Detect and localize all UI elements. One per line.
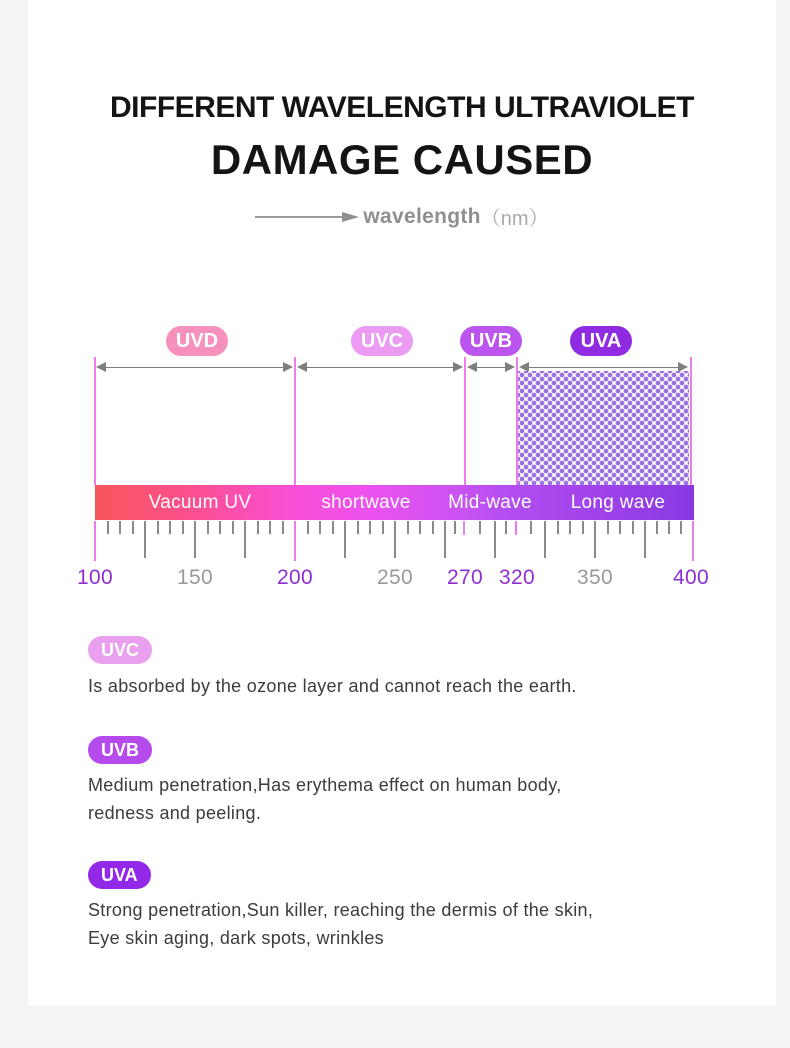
ruler-tick bbox=[169, 521, 171, 534]
ruler-tick bbox=[454, 521, 456, 534]
ruler-tick bbox=[463, 521, 465, 535]
ruler-tick bbox=[332, 521, 334, 534]
ruler-tick bbox=[644, 521, 646, 558]
ruler-tick bbox=[157, 521, 159, 534]
band-pill-uvc: UVC bbox=[351, 326, 413, 356]
axis-label: wavelength bbox=[363, 204, 481, 228]
ruler-tick bbox=[194, 521, 196, 558]
wavelength-axis-caption bbox=[28, 202, 776, 231]
ruler-tick bbox=[692, 521, 694, 561]
scale-number-350: 350 bbox=[577, 566, 613, 589]
ruler-tick bbox=[632, 521, 634, 534]
ruler-tick bbox=[257, 521, 259, 534]
segment-label-shortwave: shortwave bbox=[321, 491, 411, 513]
band-pill-uva: UVA bbox=[570, 326, 632, 356]
ruler-tick bbox=[207, 521, 209, 534]
ruler-tick bbox=[680, 521, 682, 534]
ruler-tick bbox=[94, 521, 96, 561]
boundary-line-200nm bbox=[294, 357, 296, 485]
ruler-tick bbox=[419, 521, 421, 534]
ruler-tick bbox=[119, 521, 121, 534]
scale-number-150: 150 bbox=[177, 566, 213, 589]
boundary-line-400nm bbox=[690, 357, 692, 485]
uvc-description-line-1: Is absorbed by the ozone layer and cannot reach the earth. bbox=[88, 676, 577, 696]
range-arrow-uvb bbox=[467, 360, 515, 374]
uvb-description bbox=[88, 771, 562, 827]
range-arrow-uvc bbox=[297, 360, 463, 374]
page-title: DIFFERENT WAVELENGTH ULTRAVIOLET bbox=[110, 91, 694, 124]
ruler-tick bbox=[530, 521, 532, 534]
ruler-tick bbox=[432, 521, 434, 534]
segment-label-long-wave: Long wave bbox=[570, 491, 666, 513]
band-pill-uvd: UVD bbox=[166, 326, 228, 356]
band-pill-uvb: UVB bbox=[460, 326, 522, 356]
scale-number-400: 400 bbox=[673, 566, 709, 589]
ruler-tick bbox=[307, 521, 309, 534]
segment-label-mid-wave: Mid-wave bbox=[448, 491, 532, 513]
uvb-description-line-1: Medium penetration,Has erythema effect on human body, bbox=[88, 775, 562, 795]
uvb-description-line-2: redness and peeling. bbox=[88, 803, 262, 823]
ruler-tick bbox=[394, 521, 396, 558]
right-arrow-icon bbox=[255, 216, 343, 218]
ruler-tick bbox=[144, 521, 146, 558]
scale-number-270: 270 bbox=[447, 566, 483, 589]
range-arrow-uvd bbox=[96, 360, 293, 374]
uvc-description bbox=[88, 672, 577, 700]
ruler-tick bbox=[219, 521, 221, 534]
ruler-tick bbox=[619, 521, 621, 534]
uvc-badge: UVC bbox=[88, 636, 152, 664]
boundary-line-270nm bbox=[464, 357, 466, 485]
ruler-tick bbox=[369, 521, 371, 534]
ruler-tick bbox=[494, 521, 496, 558]
scale-number-200: 200 bbox=[277, 566, 313, 589]
ruler-tick bbox=[444, 521, 446, 558]
segment-label-vacuum-uv: Vacuum UV bbox=[148, 491, 252, 513]
ruler-tick bbox=[107, 521, 109, 534]
ruler-tick bbox=[269, 521, 271, 534]
ruler-tick bbox=[594, 521, 596, 558]
scale-number-250: 250 bbox=[377, 566, 413, 589]
page-subtitle: DAMAGE CAUSED bbox=[210, 136, 594, 183]
ruler-tick bbox=[357, 521, 359, 534]
uva-description-line-2: Eye skin aging, dark spots, wrinkles bbox=[88, 928, 384, 948]
scale-number-100: 100 bbox=[77, 566, 113, 589]
arrowhead-icon bbox=[342, 212, 359, 222]
ruler-tick bbox=[319, 521, 321, 534]
axis-unit: （nm） bbox=[480, 208, 549, 230]
uva-description bbox=[88, 896, 593, 952]
scale-number-320: 320 bbox=[499, 566, 535, 589]
ruler-tick bbox=[582, 521, 584, 534]
ruler-tick bbox=[132, 521, 134, 534]
ruler-tick bbox=[544, 521, 546, 558]
ruler-tick bbox=[569, 521, 571, 534]
ruler-tick bbox=[505, 521, 507, 534]
spectrum-gradient-bar bbox=[95, 485, 694, 520]
boundary-line-100nm bbox=[94, 357, 96, 485]
ruler-tick bbox=[244, 521, 246, 558]
uva-description-line-1: Strong penetration,Sun killer, reaching the dermis of the skin, bbox=[88, 900, 594, 920]
ruler-tick bbox=[668, 521, 670, 534]
ruler-tick bbox=[479, 521, 481, 534]
scale-ruler bbox=[0, 521, 790, 563]
scale-numbers bbox=[0, 566, 790, 590]
uva-dot-pattern bbox=[518, 371, 689, 485]
ruler-tick bbox=[182, 521, 184, 534]
ruler-tick bbox=[294, 521, 296, 561]
ruler-tick bbox=[607, 521, 609, 534]
ruler-tick bbox=[407, 521, 409, 534]
ruler-tick bbox=[232, 521, 234, 534]
uvb-badge: UVB bbox=[88, 736, 152, 764]
ruler-tick bbox=[382, 521, 384, 534]
uva-badge: UVA bbox=[88, 861, 151, 889]
ruler-tick bbox=[282, 521, 284, 534]
ruler-tick bbox=[557, 521, 559, 534]
ruler-tick bbox=[656, 521, 658, 534]
ruler-tick bbox=[344, 521, 346, 558]
ruler-tick bbox=[515, 521, 517, 535]
